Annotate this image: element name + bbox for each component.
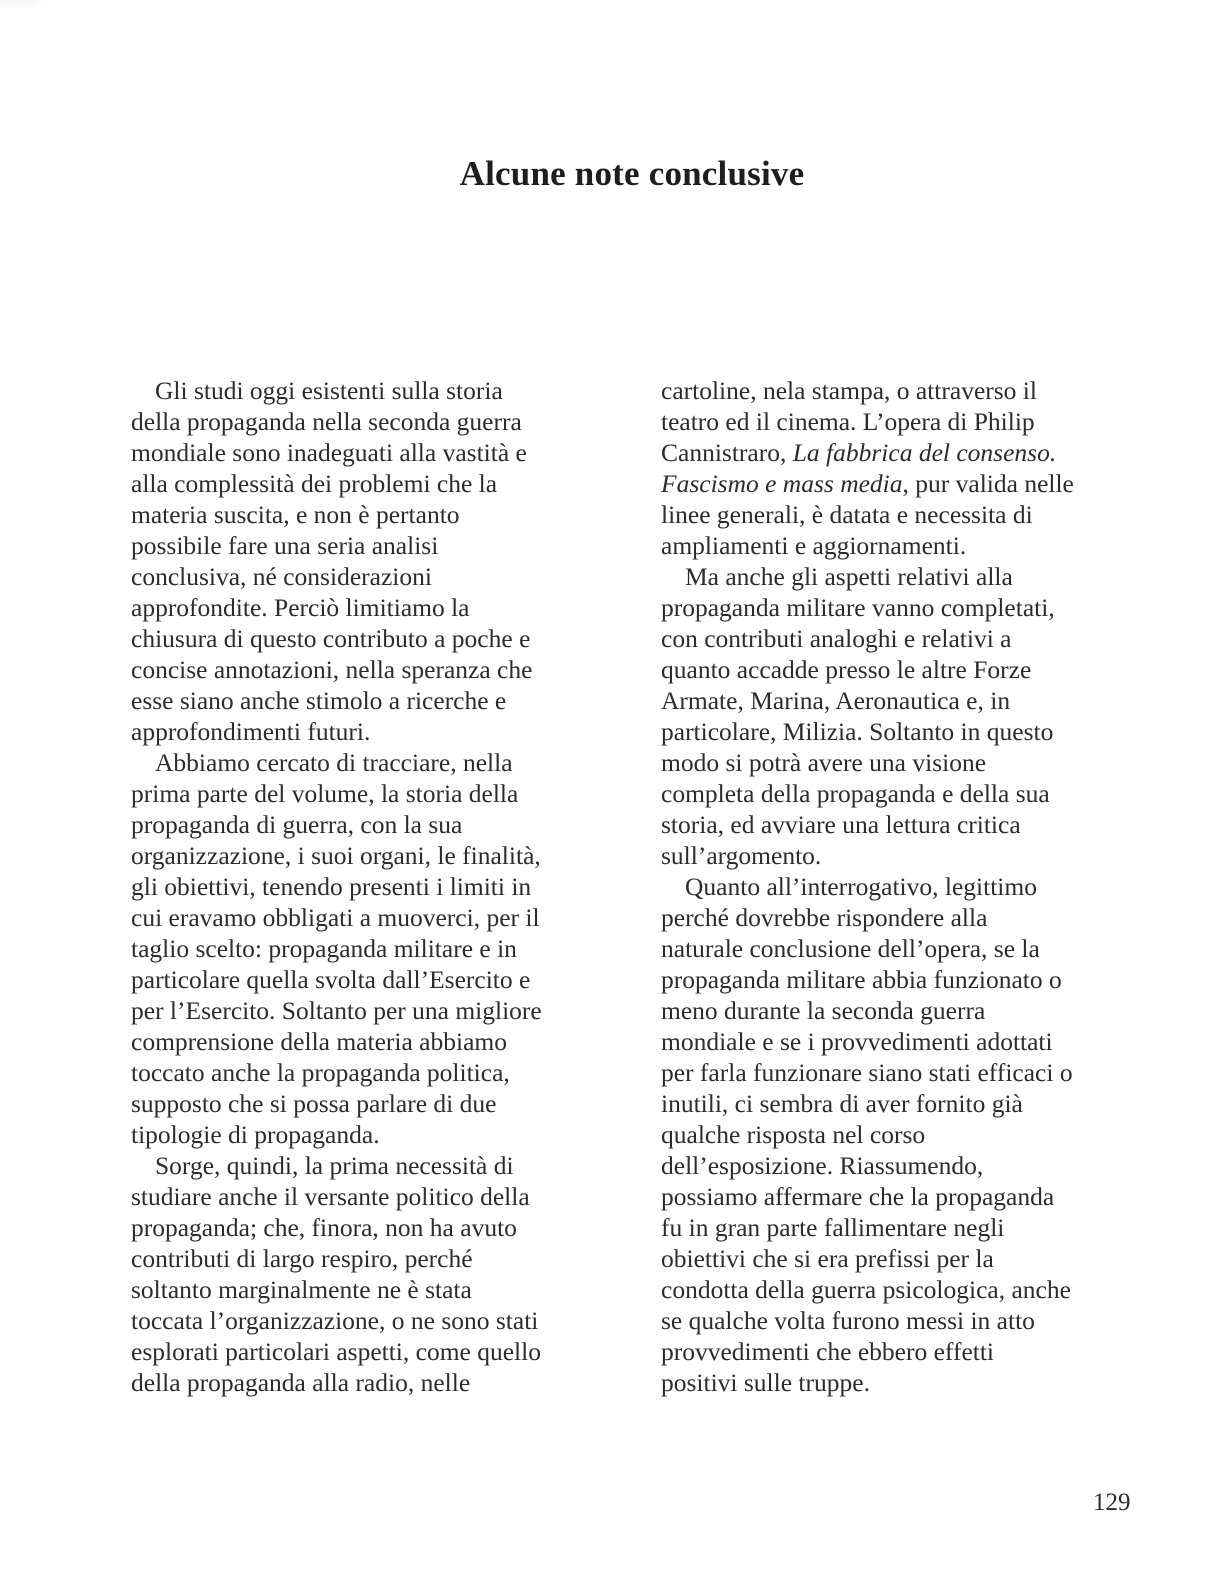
book-title-italic: La fabbrica del consenso. — [792, 438, 1057, 467]
text-line: mondiale e se i provvedimenti adottati — [661, 1027, 1053, 1056]
left-text-column — [131, 375, 609, 1398]
text-line — [661, 437, 1139, 468]
text-line: propaganda di guerra, con la sua — [131, 810, 463, 839]
text-line: ampliamenti e aggiornamenti. — [661, 531, 967, 560]
text-line: materia suscita, e non è pertanto — [131, 500, 460, 529]
text-line: Abbiamo cercato di tracciare, nella — [155, 748, 513, 777]
text-line: mondiale sono inadeguati alla vastità e — [131, 438, 527, 467]
text-line: condotta della guerra psicologica, anche — [661, 1275, 1071, 1304]
text-line: esse siano anche stimolo a ricerche e — [131, 686, 507, 715]
book-subtitle-italic: Fascismo e mass media — [661, 469, 903, 498]
text-line: Quanto all’interrogativo, legittimo — [685, 872, 1037, 901]
text-fragment: Cannistraro, — [661, 438, 793, 467]
text-line: se qualche volta furono messi in atto — [661, 1306, 1035, 1335]
text-line: modo si potrà avere una visione — [661, 748, 987, 777]
text-line: concise annotazioni, nella speranza che — [131, 655, 533, 684]
text-line: approfondimenti futuri. — [131, 717, 371, 746]
text-line: linee generali, è datata e necessita di — [661, 500, 1033, 529]
scan-corner-shadow — [0, 0, 60, 10]
text-line: possiamo affermare che la propaganda — [661, 1182, 1055, 1211]
text-line: contributi di largo respiro, perché — [131, 1244, 473, 1273]
text-line: possibile fare una seria analisi — [131, 531, 439, 560]
text-line: Gli studi oggi esistenti sulla storia — [155, 376, 503, 405]
text-line: della propaganda nella seconda guerra — [131, 407, 522, 436]
text-line: cui eravamo obbligati a muoverci, per il — [131, 903, 540, 932]
text-line: Ma anche gli aspetti relativi alla — [685, 562, 1013, 591]
text-line: soltanto marginalmente ne è stata — [131, 1275, 472, 1304]
text-line: gli obiettivi, tenendo presenti i limiti in — [131, 872, 532, 901]
text-line: cartoline, nela stampa, o attraverso il — [661, 376, 1037, 405]
text-line: organizzazione, i suoi organi, le finalità, — [131, 841, 541, 870]
text-line: Sorge, quindi, la prima necessità di — [155, 1151, 514, 1180]
text-line: qualche risposta nel corso — [661, 1120, 926, 1149]
text-line: per l’Esercito. Soltanto per una migliore — [131, 996, 542, 1025]
text-line: della propaganda alla radio, nelle — [131, 1368, 471, 1397]
text-line: approfondite. Perciò limitiamo la — [131, 593, 470, 622]
page-number: 129 — [1093, 1489, 1131, 1516]
text-line: storia, ed avviare una lettura critica — [661, 810, 1021, 839]
text-fragment: , pur valida nelle — [902, 469, 1074, 498]
text-line: esplorati particolari aspetti, come quello — [131, 1337, 541, 1366]
text-line: propaganda; che, finora, non ha avuto — [131, 1213, 517, 1242]
text-line: dell’esposizione. Riassumendo, — [661, 1151, 984, 1180]
text-line: Armate, Marina, Aeronautica e, in — [661, 686, 1011, 715]
text-line: comprensione della materia abbiamo — [131, 1027, 507, 1056]
text-line: alla complessità dei problemi che la — [131, 469, 498, 498]
text-line: fu in gran parte fallimentare negli — [661, 1213, 1005, 1242]
text-line: completa della propaganda e della sua — [661, 779, 1050, 808]
text-line — [661, 468, 1139, 499]
text-line: chiusura di questo contributo a poche e — [131, 624, 531, 653]
text-line: meno durante la seconda guerra — [661, 996, 986, 1025]
text-line: naturale conclusione dell’opera, se la — [661, 934, 1040, 963]
text-line: propaganda militare vanno completati, — [661, 593, 1055, 622]
text-line: perché dovrebbe rispondere alla — [661, 903, 988, 932]
text-line: provvedimenti che ebbero effetti — [661, 1337, 995, 1366]
text-line: prima parte del volume, la storia della — [131, 779, 519, 808]
page-title: Alcune note conclusive — [459, 154, 805, 193]
text-line: positivi sulle truppe. — [661, 1368, 870, 1397]
text-line: taglio scelto: propaganda militare e in — [131, 934, 517, 963]
text-line: sull’argomento. — [661, 841, 822, 870]
text-line: obiettivi che si era prefissi per la — [661, 1244, 994, 1273]
text-line: con contributi analoghi e relativi a — [661, 624, 1012, 653]
right-text-column — [661, 375, 1139, 1398]
text-line: teatro ed il cinema. L’opera di Philip — [661, 407, 1035, 436]
text-line: particolare quella svolta dall’Esercito e — [131, 965, 531, 994]
text-line: particolare, Milizia. Soltanto in questo — [661, 717, 1054, 746]
text-line: propaganda militare abbia funzionato o — [661, 965, 1062, 994]
text-line: supposto che si possa parlare di due — [131, 1089, 497, 1118]
text-line: per farla funzionare siano stati efficaci o — [661, 1058, 1073, 1087]
text-line: inutili, ci sembra di aver fornito già — [661, 1089, 1023, 1118]
text-line: conclusiva, né considerazioni — [131, 562, 432, 591]
text-line: studiare anche il versante politico della — [131, 1182, 530, 1211]
text-line: tipologie di propaganda. — [131, 1120, 380, 1149]
text-line: toccata l’organizzazione, o ne sono stati — [131, 1306, 539, 1335]
text-line: quanto accadde presso le altre Forze — [661, 655, 1032, 684]
right-column-rest — [661, 499, 1139, 1398]
text-line: toccato anche la propaganda politica, — [131, 1058, 510, 1087]
